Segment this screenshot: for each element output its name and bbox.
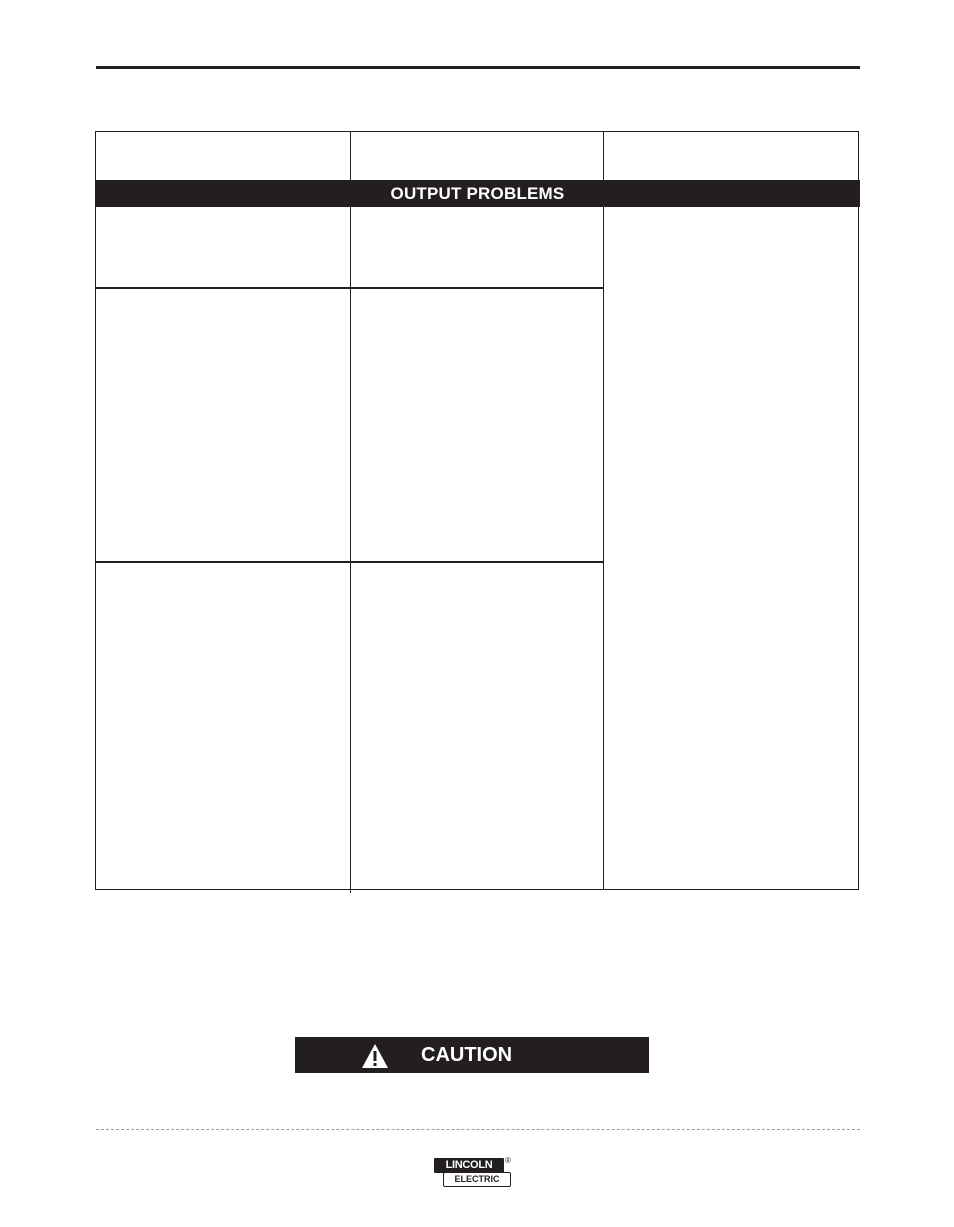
caution-label: CAUTION [421, 1044, 513, 1066]
troubleshooting-table [95, 131, 859, 890]
warning-triangle-icon [361, 1043, 389, 1069]
footer-dashed-rule [96, 1129, 860, 1130]
section-title: OUTPUT PROBLEMS [390, 183, 565, 203]
logo-registered-mark: ® [505, 1156, 511, 1165]
lincoln-electric-logo [434, 1158, 512, 1188]
logo-electric-text: ELECTRIC [443, 1172, 511, 1187]
row-divider-2 [95, 561, 603, 563]
section-header-output-problems [95, 180, 860, 207]
row-divider-1 [95, 287, 603, 289]
column-divider-2 [603, 131, 604, 890]
column-divider-1 [350, 131, 351, 893]
header-rule [96, 66, 860, 69]
caution-banner [295, 1037, 649, 1073]
logo-lincoln-text: LINCOLN [434, 1158, 504, 1173]
